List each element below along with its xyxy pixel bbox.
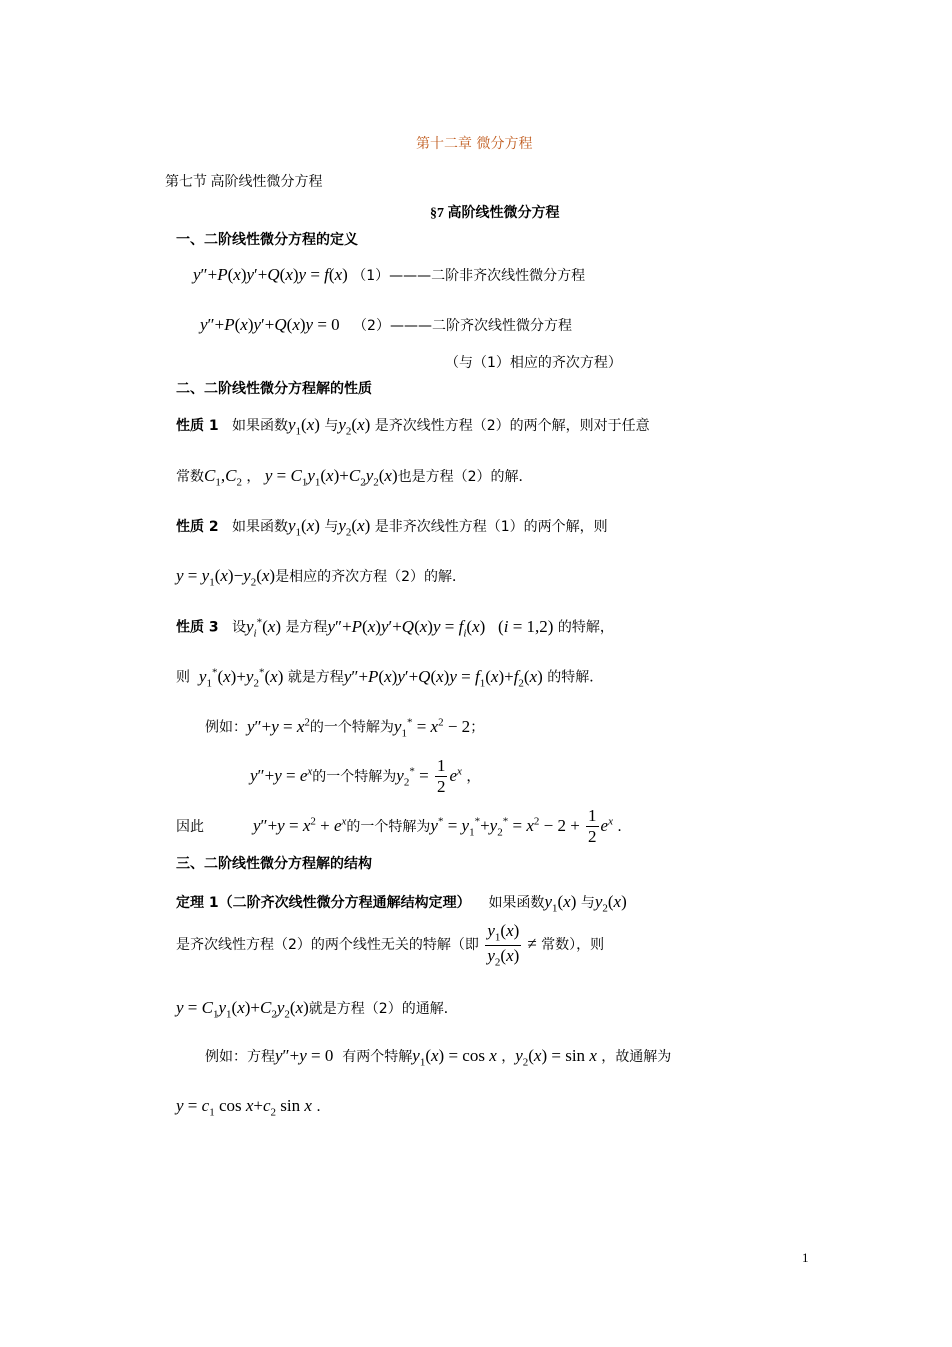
theorem-1-title: 定理 1（二阶齐次线性微分方程通解结构定理） <box>176 895 471 911</box>
part2-heading: 二、二阶线性微分方程解的性质 <box>176 381 372 397</box>
theorem-1-line-1: 定理 1（二阶齐次线性微分方程通解结构定理） 如果函数$y_1(x)$ 与$y_2(x)$ <box>176 892 627 915</box>
equation-2: y″+P(x)y′+Q(x)y = 0 （2）———二阶齐次线性微分方程 <box>200 315 572 334</box>
text: 常数），则 <box>541 936 605 953</box>
text: 常数 <box>176 469 204 485</box>
property-1-title: 性质 1 <box>176 418 219 434</box>
property-2-title: 性质 2 <box>176 519 219 535</box>
equation-1: y″+P(x)y′+Q(x)y = f(x) （1）———二阶非齐次线性微分方程 <box>193 265 586 284</box>
example-1-line-1: 例如：$y''+y = x^2$的一个特解为$y_1^* = x^2 - 2$； <box>205 716 485 740</box>
example-1-line-3: 因此 $y''+y = x^2 + e^x$的一个特解为$y^* = y_1^*+y_2^* = x^2 - 2$ + $\frac{1}{2}$ $e^x$ ． <box>176 806 632 847</box>
text: 就是方程 <box>287 669 344 686</box>
text: 的特解． <box>547 669 604 686</box>
property-3-line-1: 性质 3 设$y_i^*(x)$ 是方程$y''+P(x)y'+Q(x)y = f_i(x) (i = 1,2)$ 的特解， <box>176 616 614 640</box>
property-1-line-2: 常数$C_1,C_2$ ， $y = C_1y_1(x)+C_2y_2(x)$也是方程（2）的解． <box>176 466 533 489</box>
text: 是方程 <box>285 619 328 636</box>
property-3-line-2: 则 $y_1^*(x)+y_2^*(x)$ 就是方程$y''+P(x)y'+Q(x)y = f_1(x)+f_2(x)$ 的特解． <box>176 666 604 690</box>
text: 就是方程（2）的通解． <box>308 1001 458 1017</box>
text: 是齐次线性方程（2）的两个线性无关的特解（即 <box>176 936 479 953</box>
text: 是齐次线性方程（2）的两个解，则对于任意 <box>374 418 650 434</box>
text: 与 <box>324 519 339 535</box>
equation-2-note: （与（1）相应的齐次方程） <box>445 355 622 371</box>
text: 如果函数 <box>231 519 288 535</box>
property-1-line-1: 性质 1 如果函数$y_1(x)$ 与$y_2(x)$ 是齐次线性方程（2）的两个解，则对于任意 <box>176 415 650 438</box>
part3-heading: 三、二阶线性微分方程解的结构 <box>176 856 372 872</box>
text: 也是方程（2）的解． <box>397 469 533 485</box>
text: 如果函数 <box>488 895 545 911</box>
text: 如果函数 <box>231 418 288 434</box>
text: 有两个特解 <box>342 1049 413 1065</box>
text: 的一个特解为 <box>312 768 397 785</box>
text: 设 <box>231 619 246 636</box>
section-label: 第七节 高阶线性微分方程 <box>165 175 323 190</box>
text: 例如：方程 <box>205 1049 275 1065</box>
example-2-line-2: $y = c_1$ $\cos x+c_2$ sin x ． <box>176 1096 331 1119</box>
text: 的一个特解为 <box>309 719 394 736</box>
text: 是非齐次线性方程（1）的两个解，则 <box>374 519 608 535</box>
text: 与 <box>324 418 339 434</box>
property-3-title: 性质 3 <box>176 619 219 636</box>
theorem-1-line-2: 是齐次线性方程（2）的两个线性无关的特解（即 $\frac{y_1(x)}{y_2(x)}$ ≠ 常数），则 <box>176 921 605 968</box>
equation-1-label: （1）———二阶非齐次线性微分方程 <box>352 268 586 284</box>
section-heading: §7 高阶线性微分方程 <box>430 206 560 221</box>
text: 的特解， <box>557 619 614 636</box>
part1-heading: 一、二阶线性微分方程的定义 <box>176 232 358 248</box>
page-number: 1 <box>802 1250 809 1265</box>
text: 故通解为 <box>615 1049 672 1065</box>
example-2-line-1: 例如：方程y″+y = 0 有两个特解$y_1(x) = \cos x$ ，$y_2(x) = \sin x$ ，故通解为 <box>205 1046 672 1069</box>
example-1-line-2: $y''+y = e^x$的一个特解为$y_2^*$ = $\frac{1}{2}$ $e^x$ ， <box>250 756 481 797</box>
property-2-line-1: 性质 2 如果函数$y_1(x)$ 与$y_2(x)$ 是非齐次线性方程（1）的两个解，则 <box>176 516 608 539</box>
text: 是相应的齐次方程（2）的解． <box>275 569 467 585</box>
text: 与 <box>580 895 595 911</box>
equation-2-label: （2）———二阶齐次线性微分方程 <box>353 318 572 334</box>
text: 因此 <box>176 818 204 835</box>
text: 则 <box>176 669 190 686</box>
text: 例如： <box>205 719 247 736</box>
theorem-1-line-3: $y = C_1y_1(x)+C_2y_2(x)$就是方程（2）的通解． <box>176 998 458 1021</box>
text: 的一个特解为 <box>346 818 431 835</box>
chapter-title: 第十二章 微分方程 <box>416 136 533 152</box>
property-2-line-2: $y = y_1(x)-y_2(x)$是相应的齐次方程（2）的解． <box>176 566 467 589</box>
